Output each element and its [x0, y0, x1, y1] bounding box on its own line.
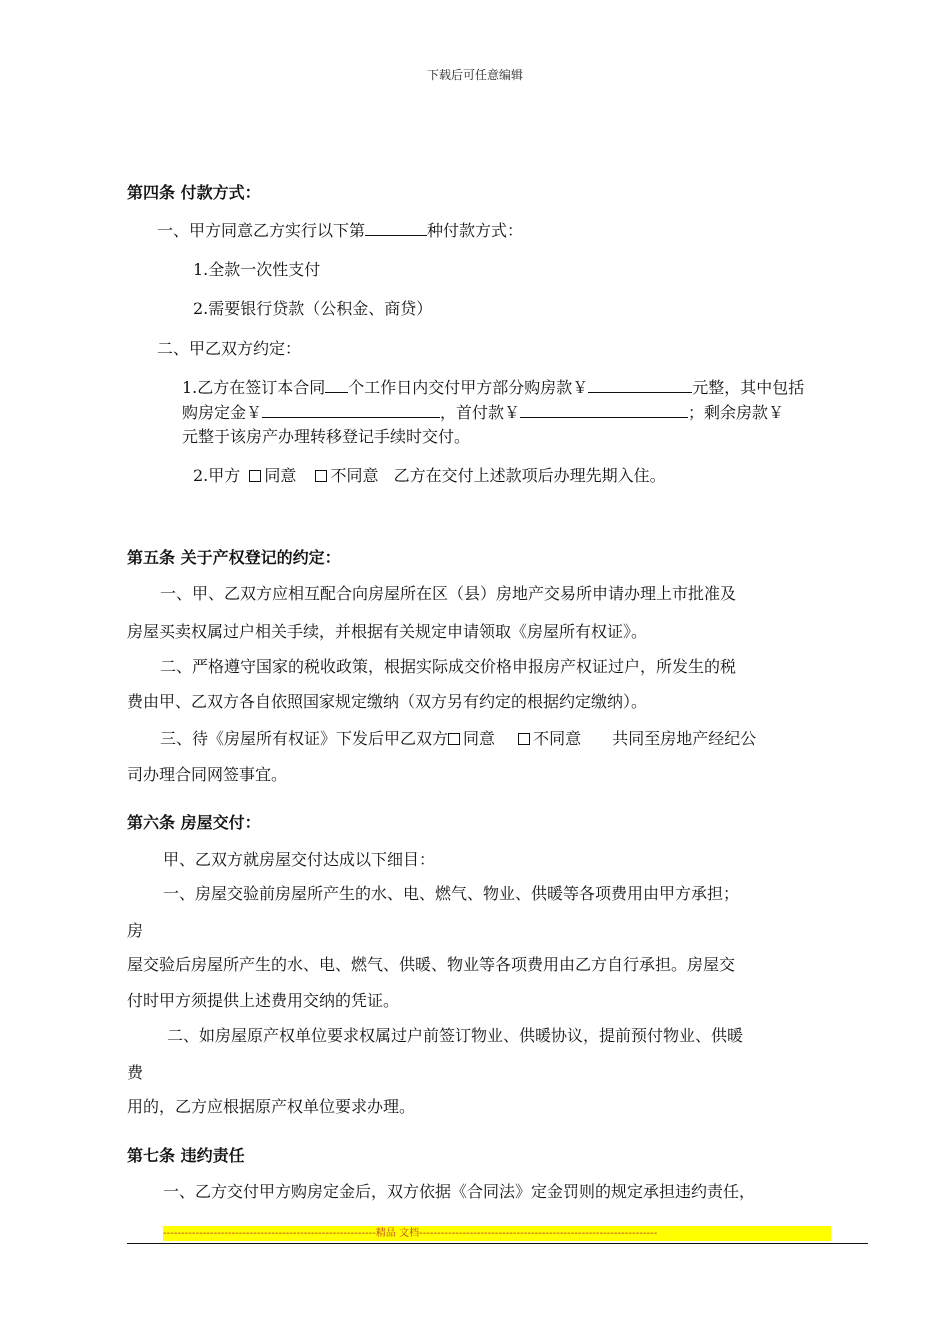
article-5-para-3-line-1 [160, 729, 756, 749]
article-6-intro: 甲、乙双方就房屋交付达成以下细目： [163, 850, 436, 869]
clause-2 [193, 466, 666, 486]
checkbox-agree[interactable] [448, 733, 460, 745]
blank-field [262, 402, 440, 418]
text: 同意 [264, 466, 297, 485]
clause-1-line-1 [182, 377, 804, 398]
article-6-para-2-line-2: 费 [127, 1063, 144, 1082]
article-7-title: 第七条 违约责任 [127, 1146, 245, 1165]
option-2: 2.需要银行贷款（公积金、商贷） [193, 299, 433, 318]
article-4-title: 第四条 付款方式： [127, 183, 261, 202]
blank-field [325, 377, 348, 393]
footer-banner [163, 1226, 831, 1241]
checkbox-agree[interactable] [249, 470, 261, 482]
text: 个工作日内交付甲方部分购房款￥ [348, 378, 589, 397]
text: 不同意 [330, 466, 379, 485]
article-6-para-1-line-4: 付时甲方须提供上述费用交纳的凭证。 [127, 991, 400, 1010]
text: ；剩余房款￥ [688, 403, 785, 422]
article-6-para-1-line-1: 一、房屋交验前房屋所产生的水、电、燃气、物业、供暖等各项费用由甲方承担； [163, 884, 740, 903]
article-5-title: 第五条 关于产权登记的约定： [127, 548, 341, 567]
article-6-para-2-line-3: 用的，乙方应根据原产权单位要求办理。 [127, 1097, 416, 1116]
article-6-para-1-line-2: 房 [127, 921, 144, 940]
article-7-para-1-line-1: 一、乙方交付甲方购房定金后，双方依据《合同法》定金罚则的规定承担违约责任， [163, 1182, 756, 1201]
text: ，首付款￥ [440, 403, 521, 422]
footer-dashes-right: ------------------------------------------------------------------ [419, 1228, 658, 1239]
text: 1.乙方在签订本合同 [182, 378, 326, 397]
text: 乙方在交付上述款项后办理先期入住。 [393, 466, 666, 485]
article-5-para-1-line-2: 房屋买卖权属过户相关手续，并根据有关规定申请领取《房屋所有权证》。 [127, 622, 648, 641]
footer-label: 精品 文档 [375, 1228, 420, 1239]
article-6-para-2-line-1: 二、如房屋原产权单位要求权属过户前签订物业、供暖协议，提前预付物业、供暖 [167, 1026, 744, 1045]
article-6-title: 第六条 房屋交付： [127, 813, 261, 832]
blank-field [520, 402, 688, 418]
text: 2.甲方 [193, 466, 241, 485]
clause-1-line-3: 元整于该房产办理转移登记手续时交付。 [182, 427, 471, 446]
text: 同意 [463, 729, 496, 748]
blank-field [588, 377, 692, 393]
text: 三、待《房屋所有权证》下发后甲乙双方 [160, 729, 449, 748]
footer-rule [127, 1243, 868, 1244]
article-5-para-2-line-2: 费由甲、乙双方各自依照国家规定缴纳（双方另有约定的根据约定缴纳）。 [127, 692, 648, 711]
option-1: 1.全款一次性支付 [193, 260, 321, 279]
article-4-para-1 [157, 220, 523, 241]
text: 一、甲方同意乙方实行以下第 [157, 221, 366, 240]
text: 元整，其中包括 [692, 378, 805, 397]
checkbox-disagree[interactable] [315, 470, 327, 482]
blank-field [365, 220, 427, 236]
article-4-para-2: 二、甲乙双方约定： [157, 339, 302, 358]
footer-dashes-left: ----------------------------------------------------------- [163, 1228, 376, 1239]
checkbox-disagree[interactable] [518, 733, 530, 745]
clause-1-line-2 [182, 402, 784, 423]
article-6-para-1-line-3: 屋交验后房屋所产生的水、电、燃气、供暖、物业等各项费用由乙方自行承担。房屋交 [127, 955, 736, 974]
article-5-para-3-line-2: 司办理合同网签事宜。 [127, 765, 288, 784]
text: 不同意 [533, 729, 582, 748]
text: 共同至房地产经纪公 [612, 729, 757, 748]
page-header: 下载后可任意编辑 [426, 68, 523, 82]
article-5-para-2-line-1: 二、严格遵守国家的税收政策，根据实际成交价格申报房产权证过户，所发生的税 [160, 657, 737, 676]
text: 购房定金￥ [182, 403, 263, 422]
article-5-para-1-line-1: 一、甲、乙双方应相互配合向房屋所在区（县）房地产交易所申请办理上市批准及 [160, 584, 737, 603]
text: 种付款方式： [427, 221, 524, 240]
